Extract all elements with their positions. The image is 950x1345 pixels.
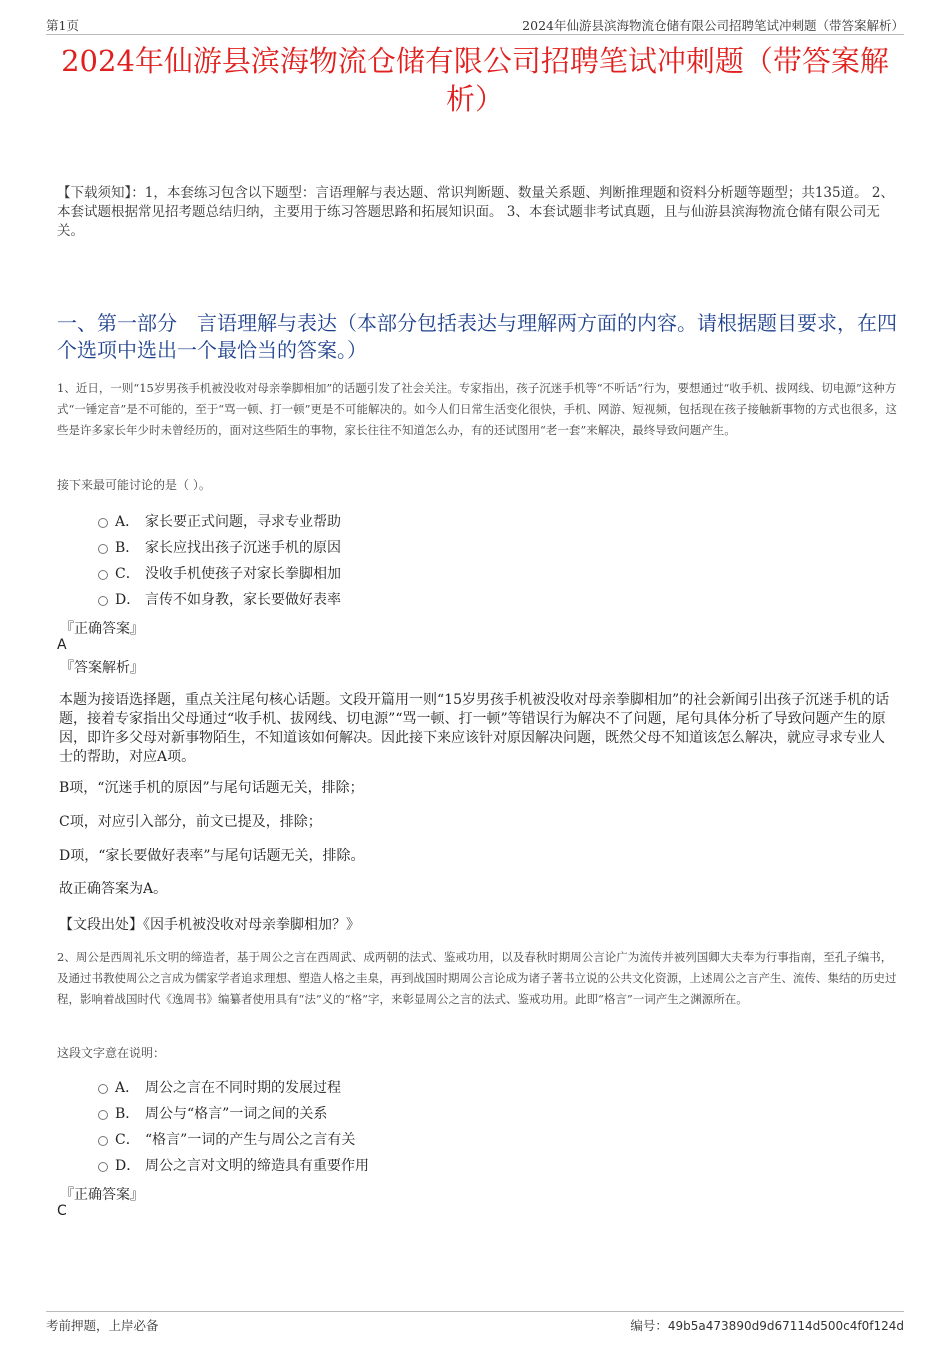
option-c[interactable]	[98, 1128, 598, 1154]
option-a[interactable]	[98, 1076, 598, 1102]
answer-label: 『正确答案』	[60, 1187, 144, 1203]
question-2-text: 2、周公是西周礼乐文明的缔造者，基于周公之言在西周武、成两朝的法式、鉴戒功用，以及春秋时期周公言论广为流传并被列国卿大夫奉为行事指南，至孔子编书，及通过书教使周公之言成为儒家学者追求理想、塑造人格之圭臬，再到战国时期周公言论成为诸子著书立说的公共文化资源，上述周公之言产生、流传、集结的历史过程，影响着战国时代《逸周书》编纂者使用具有“法”义的“格”字，来彰显周公之言的法式、鉴戒功用。此即“格言”一词产生之渊源所在。	[57, 950, 897, 1006]
option-b[interactable]	[98, 536, 598, 562]
option-text: “格言”一词的产生与周公之言有关	[145, 1132, 356, 1148]
analysis-conclusion: 故正确答案为A。	[59, 881, 168, 897]
option-key: C．	[115, 1132, 140, 1148]
page-number: 第1页	[46, 18, 79, 33]
option-text: 言传不如身教，家长要做好表率	[145, 592, 341, 608]
option-text: 周公与“格言”一词之间的关系	[145, 1106, 328, 1122]
option-text: 没收手机使孩子对家长拳脚相加	[145, 566, 341, 582]
radio-icon[interactable]	[98, 518, 108, 528]
header-doc-title: 2024年仙游县滨海物流仓储有限公司招聘笔试冲刺题（带答案解析）	[522, 18, 904, 33]
radio-icon[interactable]	[98, 570, 108, 580]
correct-answer: C	[57, 1203, 67, 1219]
question-2-prompt: 这段文字意在说明：	[57, 1046, 166, 1060]
radio-icon[interactable]	[98, 1110, 108, 1120]
analysis-option-d: D项，“家长要做好表率”与尾句话题无关，排除。	[59, 848, 365, 864]
document-title: 2024年仙游县滨海物流仓储有限公司招聘笔试冲刺题（带答案解析）	[61, 44, 889, 116]
option-d[interactable]	[98, 588, 598, 614]
correct-answer: A	[57, 637, 67, 653]
option-d[interactable]	[98, 1154, 598, 1180]
option-text: 家长应找出孩子沉迷手机的原因	[145, 540, 341, 556]
analysis-label: 『答案解析』	[60, 660, 144, 676]
option-text: 家长要正式问题，寻求专业帮助	[145, 514, 341, 530]
option-key: A．	[115, 1080, 140, 1096]
option-b[interactable]	[98, 1102, 598, 1128]
radio-icon[interactable]	[98, 1162, 108, 1172]
document-id-label: 编号：	[630, 1318, 668, 1333]
option-key: A．	[115, 514, 140, 530]
option-c[interactable]	[98, 562, 598, 588]
radio-icon[interactable]	[98, 544, 108, 554]
option-key: C．	[115, 566, 140, 582]
analysis-option-b: B项，“沉迷手机的原因”与尾句话题无关，排除；	[59, 780, 364, 796]
question-2-options	[98, 1076, 598, 1180]
download-notice: 【下载须知】：1，本套练习包含以下题型：言语理解与表达题、常识判断题、数量关系题、判断推理题和资料分析题等题型；共135道。 2、本套试题根据常见招考题总结归纳，主要用于练习答题思路和拓展知识面。 3、本套试题非考试真题，且与仙游县滨海物流仓储有限公司无关。	[57, 185, 894, 239]
option-key: D．	[115, 1158, 141, 1174]
document-id-value: 49b5a473890d9d67114d500c4f0f124d	[667, 1319, 904, 1333]
passage-source: 【文段出处】《因手机被没收对母亲拳脚相加？》	[59, 917, 360, 933]
option-text: 周公之言在不同时期的发展过程	[145, 1080, 341, 1096]
document-id	[630, 1316, 904, 1334]
question-1-options	[98, 510, 598, 614]
radio-icon[interactable]	[98, 596, 108, 606]
option-key: B．	[115, 540, 140, 556]
radio-icon[interactable]	[98, 1136, 108, 1146]
analysis-paragraph: 本题为接语选择题，重点关注尾句核心话题。文段开篇用一则“15岁男孩手机被没收对母亲拳脚相加”的社会新闻引出孩子沉迷手机的话题，接着专家指出父母通过“收手机、拔网线、切电源”“骂一顿、打一顿”等错误行为解决不了问题，尾句具体分析了导致问题产生的原因，即许多父母对新事物陌生，不知道该如何解决。因此接下来应该针对原因解决问题，既然父母不知道该怎么解决，就应寻求专业人士的帮助，对应A项。	[59, 692, 890, 765]
option-a[interactable]	[98, 510, 598, 536]
option-key: D．	[115, 592, 141, 608]
question-1-text: 1、近日，一则“15岁男孩手机被没收对母亲拳脚相加”的话题引发了社会关注。专家指出，孩子沉迷手机等“不听话”行为，要想通过“收手机、拔网线、切电源”这种方式“一锤定音”是不可能的，至于“骂一顿、打一顿”更是不可能解决的。如今人们日常生活变化很快，手机、网游、短视频，包括现在孩子接触新事物的方式也很多，这些是许多家长年少时未曾经历的，面对这些陌生的事物，家长往往不知道怎么办，有的还试图用“老一套”来解决，最终导致问题产生。	[57, 381, 898, 437]
page-header	[46, 14, 904, 35]
section-heading: 一、第一部分 言语理解与表达（本部分包括表达与理解两方面的内容。请根据题目要求，在四个选项中选出一个最恰当的答案。）	[57, 311, 897, 362]
analysis-option-c: C项，对应引入部分，前文已提及，排除；	[59, 814, 322, 830]
option-key: B．	[115, 1106, 140, 1122]
question-1-prompt: 接下来最可能讨论的是（ ）。	[57, 478, 211, 492]
page-footer	[46, 1311, 904, 1336]
radio-icon[interactable]	[98, 1084, 108, 1094]
answer-label: 『正确答案』	[60, 621, 144, 637]
footer-slogan: 考前押题，上岸必备	[46, 1318, 159, 1333]
option-text: 周公之言对文明的缔造具有重要作用	[145, 1158, 369, 1174]
